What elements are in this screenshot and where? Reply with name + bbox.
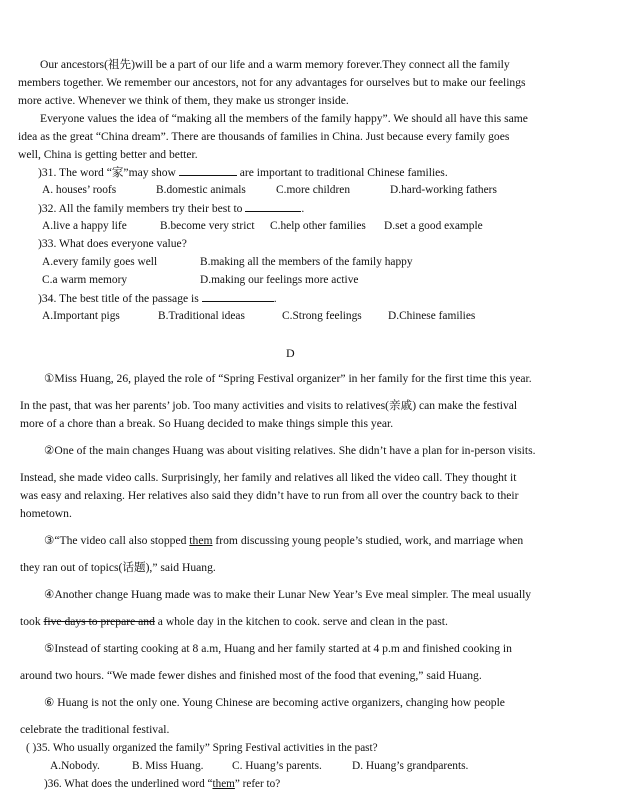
option-a[interactable]: A.Important pigs: [42, 310, 120, 322]
text-run: )36. What does the underlined word “: [44, 778, 213, 790]
passage-d-line: ②One of the main changes Huang was about visiting relatives. She didn’t have a plan for in-person visits.: [44, 444, 536, 457]
passage-d-line: around two hours. “We made fewer dishes and finished most of the food that evening,” said Huang.: [20, 669, 482, 682]
option-d[interactable]: D.hard-working fathers: [390, 184, 497, 196]
underlined-word: them: [189, 534, 213, 547]
question-stem: )34. The best title of the passage is: [38, 292, 199, 305]
option-b[interactable]: B. Miss Huang.: [132, 760, 204, 772]
text-run: ③“The video call also stopped: [44, 534, 190, 547]
text-run: from discussing young people’s studied, work, and marriage when: [212, 534, 524, 547]
question-35: ( )35. Who usually organized the family” Spring Festival activities in the past?: [26, 742, 378, 754]
question-33: )33. What does everyone value?: [38, 237, 187, 250]
struck-text: five days to prepare and: [43, 615, 155, 628]
passage-c-line: well, China is getting better and better.: [18, 148, 198, 161]
answer-blank[interactable]: [245, 201, 301, 212]
passage-d-line: ⑥ Huang is not the only one. Young Chinese are becoming active organizers, changing how people: [44, 696, 505, 709]
option-d[interactable]: D.Chinese families: [388, 310, 476, 322]
passage-d-line: Instead, she made video calls. Surprisingly, her family and relatives all liked the video call. They thought it: [20, 471, 517, 484]
passage-d-line: In the past, that was her parents’ job. Too many activities and visits to relatives(亲戚) can make the festival: [20, 399, 518, 412]
section-heading: D: [286, 346, 295, 360]
text-run: a whole day in the kitchen to cook. serve and clean in the past.: [154, 615, 448, 628]
option-b[interactable]: B.domestic animals: [156, 184, 246, 196]
question-36: [44, 777, 280, 791]
option-c[interactable]: C.Strong feelings: [282, 310, 362, 322]
option-d[interactable]: D.making our feelings more active: [200, 274, 359, 286]
option-c[interactable]: C.more children: [276, 184, 351, 196]
passage-c-line: Everyone values the idea of “making all the members of the family happy”. We should all have this same: [40, 112, 528, 125]
option-c[interactable]: C.a warm memory: [42, 274, 128, 286]
question-stem: are important to traditional Chinese families.: [239, 166, 448, 179]
passage-d-line: they ran out of topics(话题),” said Huang.: [20, 561, 216, 574]
option-a[interactable]: A.live a happy life: [42, 220, 127, 232]
option-c[interactable]: C.help other families: [270, 220, 366, 232]
question-32: [38, 201, 304, 216]
passage-d-line: [44, 534, 523, 548]
passage-c-line: members together. We remember our ancestors, not for any advantages for ourselves but to make our feelings: [18, 76, 526, 89]
underlined-word: them: [212, 778, 235, 790]
passage-d-line: was easy and relaxing. Her relatives also said they didn’t have to run from all over the country back to their: [20, 489, 519, 502]
option-d[interactable]: D.set a good example: [384, 220, 483, 232]
question-stem: .: [301, 202, 305, 215]
passage-c-line: Our ancestors(祖先)will be a part of our life and a warm memory forever.They connect all the family: [40, 58, 510, 71]
question-stem: )32. All the family members try their best to: [38, 202, 243, 215]
option-a[interactable]: A.Nobody.: [50, 760, 100, 772]
passage-d-line: [20, 615, 448, 629]
text-run: took: [20, 615, 44, 628]
question-34: [38, 291, 277, 306]
option-d[interactable]: D. Huang’s grandparents.: [352, 760, 469, 772]
question-31: [38, 165, 448, 180]
answer-blank[interactable]: [179, 165, 237, 176]
answer-blank[interactable]: [202, 291, 274, 302]
option-b[interactable]: B.Traditional ideas: [158, 310, 245, 322]
option-b[interactable]: B.become very strict: [160, 220, 255, 232]
question-stem: .: [273, 292, 277, 305]
option-a[interactable]: A.every family goes well: [42, 256, 158, 268]
passage-c-line: more active. Whenever we think of them, they make us stronger inside.: [18, 94, 349, 107]
passage-c-line: idea as the great “China dream”. There are thousands of families in China. Just because every family goes: [18, 130, 510, 143]
passage-d-line: ④Another change Huang made was to make their Lunar New Year’s Eve meal simpler. The meal usually: [44, 588, 532, 601]
passage-d-line: ①Miss Huang, 26, played the role of “Spring Festival organizer” in her family for the first time this year.: [44, 372, 532, 385]
passage-d-line: hometown.: [20, 507, 72, 520]
question-stem: )31. The word “家”may show: [38, 166, 176, 179]
passage-d-line: celebrate the traditional festival.: [20, 723, 170, 736]
option-a[interactable]: A. houses’ roofs: [42, 184, 117, 196]
option-c[interactable]: C. Huang’s parents.: [232, 760, 322, 772]
passage-d-line: more of a chore than a break. So Huang decided to make things simple this year.: [20, 417, 394, 430]
text-run: ” refer to?: [234, 778, 281, 790]
passage-d-line: ⑤Instead of starting cooking at 8 a.m, Huang and her family started at 4 p.m and finished cooking in: [44, 642, 512, 655]
option-b[interactable]: B.making all the members of the family happy: [200, 256, 413, 268]
